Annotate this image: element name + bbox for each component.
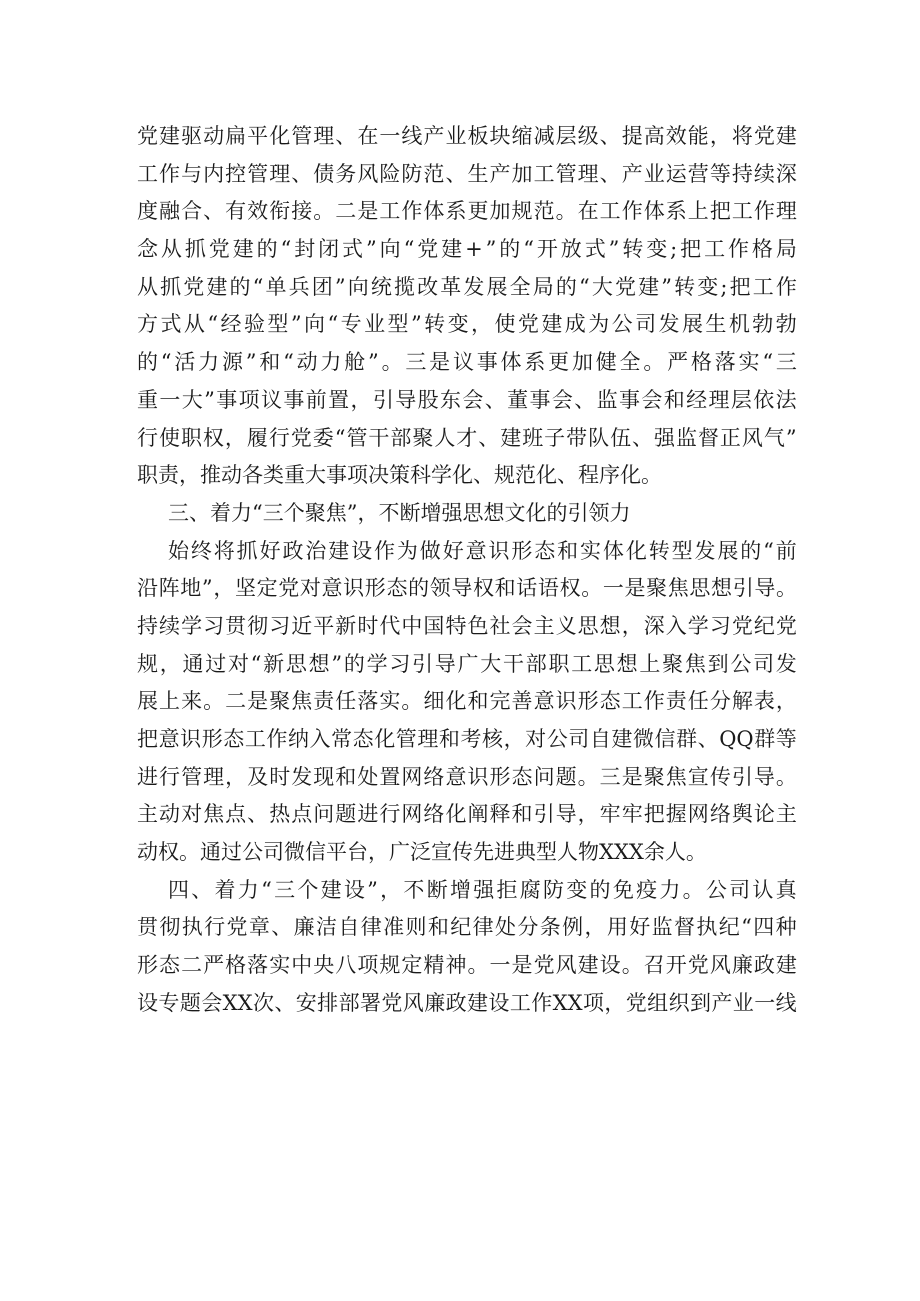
text-line: 始 终 将 抓 好 政 治 建 设 作 为 做 好 意 识 形 态 和 实 体 化 转 型 发 展 的 “ 前 [168, 538, 797, 563]
text-line: 规 ， 通 过 对 “ 新 思 想 ” 的 学 习 引 导 广 大 干 部 职 工 思 想 上 聚 焦 到 公 司 发 [137, 651, 797, 676]
text-line: 持 续 学 习 贯 彻 习 近 平 新 时 代 中 国 特 色 社 会 主 义 思 想 ， 深 入 学 习 党 纪 党 [137, 613, 797, 638]
text-line: 主 动 对 焦 点 、 热 点 问 题 进 行 网 络 化 阐 释 和 引 导 ， 牢 牢 把 握 网 络 舆 论 主 [137, 802, 797, 827]
text-line: 从 抓 党 建 的 “ 单 兵 团 ” 向 统 揽 改 革 发 展 全 局 的 “ 大 党 建 ” 转 变 ; 把 工 作 [137, 274, 797, 299]
text-line: 的 “ 活 力 源 ” 和 “ 动 力 舱 ” 。 三 是 议 事 体 系 更 加 健 全 。 严 格 落 实 “ 三 [137, 350, 797, 375]
text-line: 四 、 着 力 “ 三 个 建 设 ” ， 不 断 增 强 拒 腐 防 变 的 免 疫 力 。 公 司 认 真 [168, 877, 797, 902]
text-line: 设 专 题 会 XX 次 、 安 排 部 署 党 风 廉 政 建 设 工 作 XX 项 ， 党 组 织 到 产 业 一 线 [137, 990, 797, 1015]
text-line: 职责，推动各类重大事项决策科学化、规范化、程序化。 [137, 463, 662, 488]
text-line: 进 行 管 理 ， 及 时 发 现 和 处 置 网 络 意 识 形 态 问 题 。 三 是 聚 焦 宣 传 引 导 。 [137, 764, 797, 789]
text-line: 行 使 职 权 ， 履 行 党 委 “ 管 干 部 聚 人 才 、 建 班 子 带 队 伍 、 强 监 督 正 风 气 ” [137, 425, 797, 450]
text-line: 沿 阵 地 ” ， 坚 定 党 对 意 识 形 态 的 领 导 权 和 话 语 权 。 一 是 聚 焦 思 想 引 导 。 [137, 576, 797, 601]
text-line: 贯 彻 执 行 党 章 、 廉 洁 自 律 准 则 和 纪 律 处 分 条 例 ， 用 好 监 督 执 纪 “ 四 种 [137, 915, 797, 940]
section-heading: 三、着力“三个聚焦”，不断增强思想文化的引领力 [168, 500, 631, 525]
text-line: 动权。通过公司微信平台，广泛宣传先进典型人物XXX余人。 [137, 840, 707, 865]
text-line: 把 意 识 形 态 工 作 纳 入 常 态 化 管 理 和 考 核 ， 对 公 司 自 建 微 信 群 、 QQ 群 等 [137, 727, 797, 751]
text-line: 展 上 来 。 二 是 聚 焦 责 任 落 实 。 细 化 和 完 善 意 识 形 态 工 作 责 任 分 解 表 ， [137, 689, 797, 714]
text-line: 工 作 与 内 控 管 理 、 债 务 风 险 防 范 、 生 产 加 工 管 理 、 产 业 运 营 等 持 续 深 [137, 161, 797, 186]
text-line: 重 一 大 ” 事 项 议 事 前 置 ， 引 导 股 东 会 、 董 事 会 、 监 事 会 和 经 理 层 依 法 [137, 387, 797, 412]
document-body [137, 118, 797, 1023]
text-line: 党 建 驱 动 扁 平 化 管 理 、 在 一 线 产 业 板 块 缩 减 层 级 、 提 高 效 能 ， 将 党 建 [137, 124, 797, 148]
text-line: 方 式 从 “ 经 验 型 ” 向 “ 专 业 型 ” 转 变 ， 使 党 建 成 为 公 司 发 展 生 机 勃 勃 [137, 312, 797, 337]
text-line: 形 态 二 严 格 落 实 中 央 八 项 规 定 精 神 。 一 是 党 风 建 设 。 召 开 党 风 廉 政 建 [137, 953, 797, 978]
text-line: 念 从 抓 党 建 的 “ 封 闭 式 ” 向 “ 党 建 + ” 的 “ 开 放 式 ” 转 变 ; 把 工 作 格 局 [137, 237, 797, 262]
text-line: 度 融 合 、 有 效 衔 接 。 二 是 工 作 体 系 更 加 规 范 。 在 工 作 体 系 上 把 工 作 理 [137, 199, 797, 224]
